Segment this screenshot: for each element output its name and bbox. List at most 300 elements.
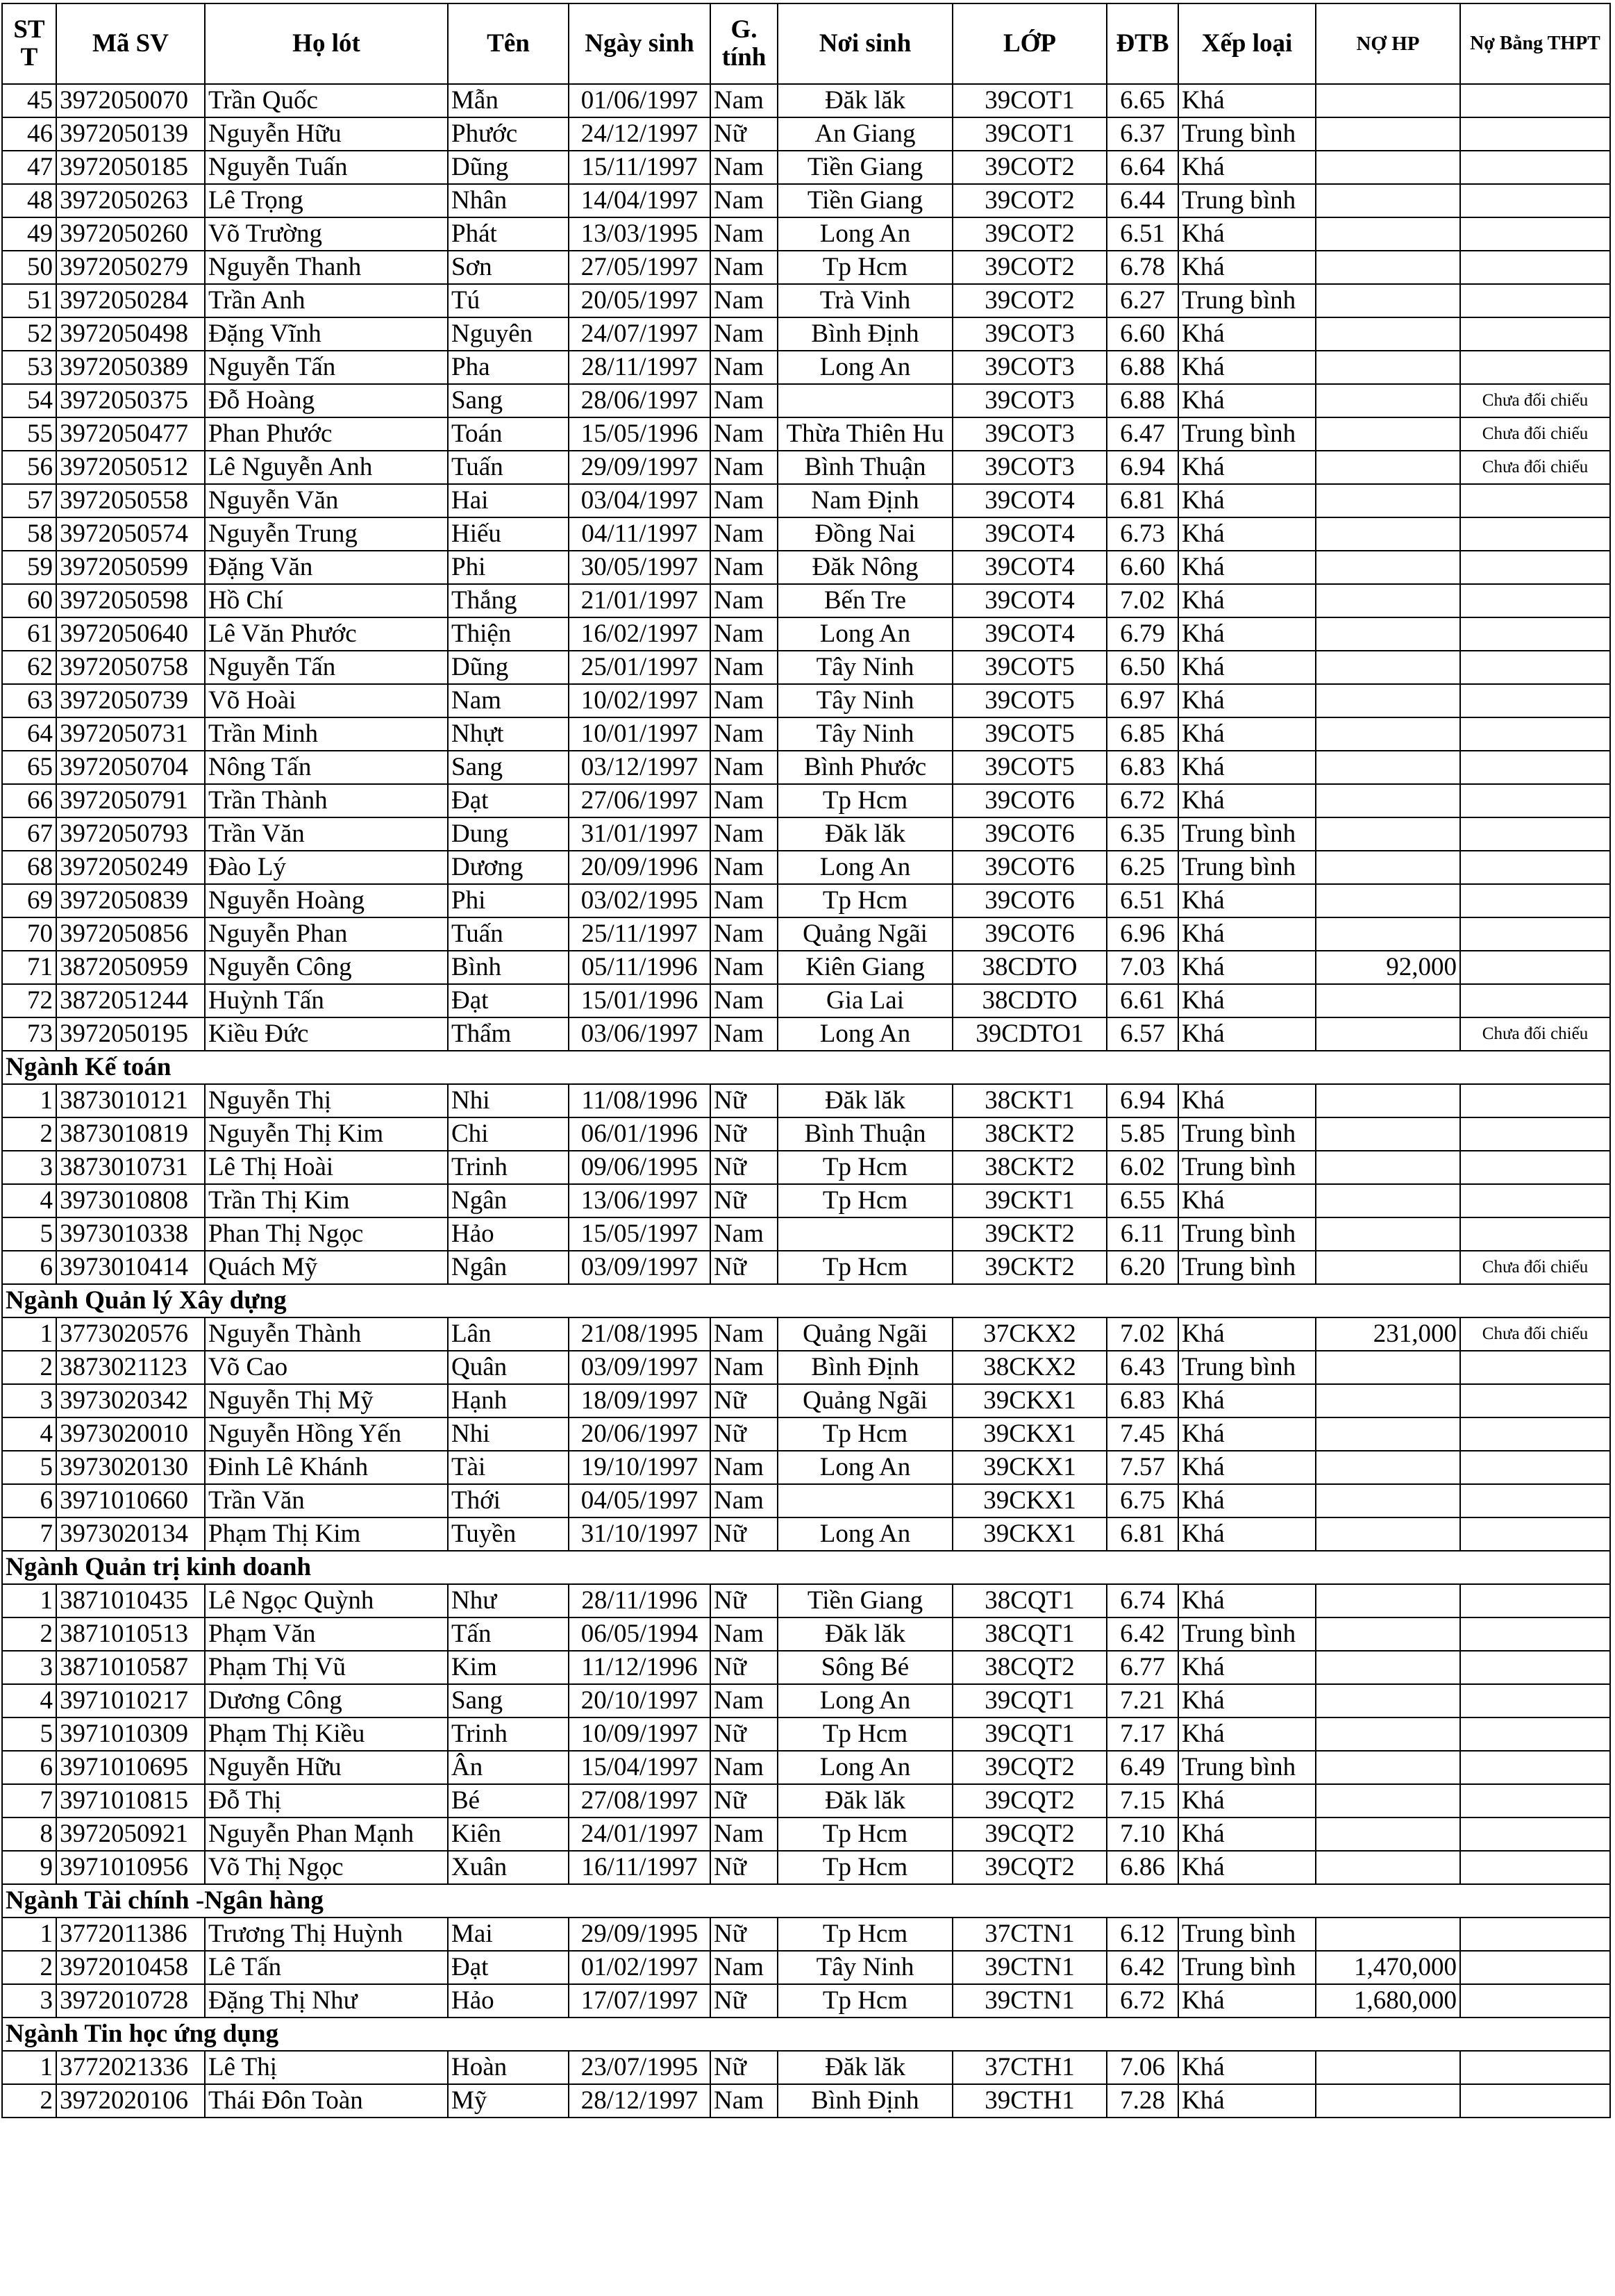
cell-ma-sv: 3772011386: [56, 1918, 205, 1951]
cell-noi-sinh: Quảng Ngãi: [778, 1384, 953, 1417]
cell-lop: 39COT6: [953, 817, 1107, 851]
cell-ten: Sang: [448, 751, 569, 784]
cell-ho-lot: Nguyễn Tấn: [205, 651, 448, 684]
cell-ma-sv: 3972050793: [56, 817, 205, 851]
cell-xep-loai: Khá: [1178, 1384, 1316, 1417]
cell-ma-sv: 3873010121: [56, 1084, 205, 1117]
cell-gioi-tinh: Nữ: [710, 1584, 778, 1617]
cell-dtb: 6.02: [1107, 1151, 1178, 1184]
cell-ngay-sinh: 15/05/1997: [569, 1217, 710, 1251]
cell-ho-lot: Trần Thành: [205, 784, 448, 817]
cell-ngay-sinh: 25/11/1997: [569, 917, 710, 951]
table-row: [2, 1651, 1610, 1684]
cell-ho-lot: Nguyễn Hoàng: [205, 884, 448, 917]
cell-dtb: 6.60: [1107, 551, 1178, 584]
cell-ma-sv: 3972050139: [56, 117, 205, 151]
cell-ma-sv: 3972050731: [56, 717, 205, 751]
section-row: [2, 2018, 1610, 2051]
cell-xep-loai: Khá: [1178, 1717, 1316, 1751]
cell-no-bang-thpt: [1460, 1918, 1610, 1951]
cell-no-hp: [1316, 384, 1460, 417]
cell-no-hp: [1316, 517, 1460, 551]
cell-gioi-tinh: Nữ: [710, 1918, 778, 1951]
cell-stt: 2: [2, 1351, 56, 1384]
cell-stt: 4: [2, 1417, 56, 1451]
header-row: [2, 3, 1610, 84]
cell-xep-loai: Khá: [1178, 351, 1316, 384]
cell-ma-sv: 3871010435: [56, 1584, 205, 1617]
table-row: [2, 1217, 1610, 1251]
cell-gioi-tinh: Nam: [710, 84, 778, 117]
header-stt: ST T: [2, 3, 56, 84]
cell-no-bang-thpt: [1460, 1784, 1610, 1817]
table-row: [2, 284, 1610, 317]
cell-xep-loai: Khá: [1178, 751, 1316, 784]
cell-no-hp: [1316, 317, 1460, 351]
cell-xep-loai: Khá: [1178, 651, 1316, 684]
cell-gioi-tinh: Nam: [710, 1751, 778, 1784]
cell-stt: 72: [2, 984, 56, 1017]
cell-xep-loai: Khá: [1178, 251, 1316, 284]
cell-no-bang-thpt: [1460, 251, 1610, 284]
cell-no-bang-thpt: [1460, 1984, 1610, 2018]
cell-no-bang-thpt: [1460, 284, 1610, 317]
cell-dtb: 6.65: [1107, 84, 1178, 117]
cell-ma-sv: 3872050959: [56, 951, 205, 984]
cell-dtb: 6.42: [1107, 1951, 1178, 1984]
cell-noi-sinh: Sông Bé: [778, 1651, 953, 1684]
cell-stt: 8: [2, 1817, 56, 1851]
cell-ma-sv: 3971010815: [56, 1784, 205, 1817]
cell-lop: 39COT3: [953, 317, 1107, 351]
cell-ho-lot: Võ Trường: [205, 217, 448, 251]
cell-lop: 39COT3: [953, 384, 1107, 417]
cell-ma-sv: 3972050498: [56, 317, 205, 351]
cell-noi-sinh: Tây Ninh: [778, 684, 953, 717]
cell-gioi-tinh: Nữ: [710, 1184, 778, 1217]
table-row: [2, 184, 1610, 217]
cell-stt: 2: [2, 2084, 56, 2118]
table-row: [2, 84, 1610, 117]
cell-xep-loai: Khá: [1178, 1851, 1316, 1884]
cell-dtb: 6.12: [1107, 1918, 1178, 1951]
cell-ten: Trinh: [448, 1151, 569, 1184]
cell-gioi-tinh: Nam: [710, 551, 778, 584]
table-row: [2, 1084, 1610, 1117]
cell-gioi-tinh: Nam: [710, 384, 778, 417]
cell-stt: 55: [2, 417, 56, 451]
cell-lop: 39COT2: [953, 251, 1107, 284]
table-row: [2, 1918, 1610, 1951]
cell-ho-lot: Phạm Thị Kiều: [205, 1717, 448, 1751]
cell-ho-lot: Trần Minh: [205, 717, 448, 751]
cell-lop: 39CKT2: [953, 1217, 1107, 1251]
cell-no-bang-thpt: Chưa đối chiếu: [1460, 384, 1610, 417]
cell-ngay-sinh: 06/05/1994: [569, 1617, 710, 1651]
cell-stt: 1: [2, 2051, 56, 2084]
table-row: [2, 1717, 1610, 1751]
cell-xep-loai: Khá: [1178, 584, 1316, 617]
cell-stt: 73: [2, 1017, 56, 1051]
cell-ngay-sinh: 03/04/1997: [569, 484, 710, 517]
cell-ngay-sinh: 17/07/1997: [569, 1984, 710, 2018]
cell-noi-sinh: An Giang: [778, 117, 953, 151]
cell-no-hp: [1316, 1717, 1460, 1751]
cell-noi-sinh: Tây Ninh: [778, 651, 953, 684]
cell-ho-lot: Đặng Văn: [205, 551, 448, 584]
cell-xep-loai: Trung bình: [1178, 1251, 1316, 1284]
cell-ngay-sinh: 15/11/1997: [569, 151, 710, 184]
cell-lop: 39COT5: [953, 684, 1107, 717]
cell-ngay-sinh: 11/12/1996: [569, 1651, 710, 1684]
cell-lop: 39CKX1: [953, 1484, 1107, 1517]
cell-gioi-tinh: Nữ: [710, 1417, 778, 1451]
cell-no-bang-thpt: [1460, 1084, 1610, 1117]
cell-gioi-tinh: Nam: [710, 751, 778, 784]
cell-ten: Trinh: [448, 1717, 569, 1751]
cell-no-hp: [1316, 717, 1460, 751]
cell-no-bang-thpt: [1460, 1117, 1610, 1151]
cell-stt: 50: [2, 251, 56, 284]
cell-dtb: 7.10: [1107, 1817, 1178, 1851]
cell-lop: 38CKT2: [953, 1117, 1107, 1151]
cell-lop: 37CKX2: [953, 1317, 1107, 1351]
cell-xep-loai: Khá: [1178, 1584, 1316, 1617]
cell-ngay-sinh: 24/07/1997: [569, 317, 710, 351]
cell-stt: 58: [2, 517, 56, 551]
cell-stt: 56: [2, 451, 56, 484]
cell-ten: Dũng: [448, 151, 569, 184]
table-row: [2, 1151, 1610, 1184]
cell-lop: 39CKX1: [953, 1451, 1107, 1484]
cell-ngay-sinh: 28/12/1997: [569, 2084, 710, 2118]
cell-noi-sinh: Bình Định: [778, 317, 953, 351]
cell-no-bang-thpt: [1460, 951, 1610, 984]
table-row: [2, 1517, 1610, 1551]
table-row: [2, 251, 1610, 284]
cell-dtb: 6.74: [1107, 1584, 1178, 1617]
cell-dtb: 6.78: [1107, 251, 1178, 284]
cell-no-hp: [1316, 1684, 1460, 1717]
cell-gioi-tinh: Nữ: [710, 1651, 778, 1684]
cell-stt: 3: [2, 1384, 56, 1417]
cell-no-bang-thpt: [1460, 1851, 1610, 1884]
cell-no-hp: [1316, 1184, 1460, 1217]
cell-ngay-sinh: 05/11/1996: [569, 951, 710, 984]
cell-no-hp: [1316, 917, 1460, 951]
cell-gioi-tinh: Nam: [710, 1217, 778, 1251]
cell-no-hp: [1316, 1417, 1460, 1451]
cell-ho-lot: Trần Văn: [205, 817, 448, 851]
cell-ten: Dương: [448, 851, 569, 884]
cell-ten: Nhi: [448, 1417, 569, 1451]
table-row: [2, 1384, 1610, 1417]
cell-ten: Hiếu: [448, 517, 569, 551]
cell-xep-loai: Trung bình: [1178, 184, 1316, 217]
cell-noi-sinh: Tp Hcm: [778, 1417, 953, 1451]
cell-ma-sv: 3972050704: [56, 751, 205, 784]
cell-xep-loai: Khá: [1178, 1651, 1316, 1684]
cell-stt: 69: [2, 884, 56, 917]
cell-no-bang-thpt: [1460, 1751, 1610, 1784]
cell-ten: Nguyên: [448, 317, 569, 351]
table-row: [2, 751, 1610, 784]
cell-lop: 39COT2: [953, 184, 1107, 217]
cell-ma-sv: 3972050279: [56, 251, 205, 284]
cell-noi-sinh: Bình Định: [778, 1351, 953, 1384]
cell-dtb: 6.25: [1107, 851, 1178, 884]
cell-ma-sv: 3972050284: [56, 284, 205, 317]
table-row: [2, 1251, 1610, 1284]
cell-ngay-sinh: 10/09/1997: [569, 1717, 710, 1751]
cell-noi-sinh: Tp Hcm: [778, 1151, 953, 1184]
cell-noi-sinh: [778, 1484, 953, 1517]
table-row: [2, 1417, 1610, 1451]
cell-stt: 7: [2, 1784, 56, 1817]
header-ma-sv: Mã SV: [56, 3, 205, 84]
cell-no-bang-thpt: [1460, 1817, 1610, 1851]
cell-noi-sinh: Long An: [778, 1017, 953, 1051]
cell-noi-sinh: Tp Hcm: [778, 1851, 953, 1884]
cell-no-bang-thpt: [1460, 751, 1610, 784]
cell-ho-lot: Nguyễn Trung: [205, 517, 448, 551]
cell-ho-lot: Võ Thị Ngọc: [205, 1851, 448, 1884]
table-row: [2, 717, 1610, 751]
cell-no-bang-thpt: Chưa đối chiếu: [1460, 451, 1610, 484]
cell-lop: 37CTN1: [953, 1918, 1107, 1951]
cell-noi-sinh: Đăk lăk: [778, 2051, 953, 2084]
cell-xep-loai: Khá: [1178, 1817, 1316, 1851]
cell-stt: 1: [2, 1317, 56, 1351]
table-row: [2, 1984, 1610, 2018]
cell-no-bang-thpt: [1460, 651, 1610, 684]
cell-ten: Xuân: [448, 1851, 569, 1884]
cell-ngay-sinh: 10/01/1997: [569, 717, 710, 751]
cell-noi-sinh: Đăk lăk: [778, 1617, 953, 1651]
cell-lop: 39COT1: [953, 117, 1107, 151]
cell-gioi-tinh: Nam: [710, 184, 778, 217]
cell-xep-loai: Trung bình: [1178, 1117, 1316, 1151]
table-row: [2, 1484, 1610, 1517]
cell-ten: Ngân: [448, 1251, 569, 1284]
cell-dtb: 6.55: [1107, 1184, 1178, 1217]
cell-ngay-sinh: 15/01/1996: [569, 984, 710, 1017]
cell-dtb: 6.81: [1107, 484, 1178, 517]
cell-ten: Pha: [448, 351, 569, 384]
cell-no-bang-thpt: [1460, 184, 1610, 217]
cell-lop: 39CDTO1: [953, 1017, 1107, 1051]
cell-lop: 39COT4: [953, 617, 1107, 651]
cell-no-hp: [1316, 284, 1460, 317]
cell-no-bang-thpt: [1460, 1684, 1610, 1717]
cell-ten: Tuấn: [448, 917, 569, 951]
cell-stt: 68: [2, 851, 56, 884]
cell-no-bang-thpt: Chưa đối chiếu: [1460, 1017, 1610, 1051]
cell-ma-sv: 3972050839: [56, 884, 205, 917]
cell-ho-lot: Đinh Lê Khánh: [205, 1451, 448, 1484]
cell-xep-loai: Khá: [1178, 1017, 1316, 1051]
cell-gioi-tinh: Nam: [710, 1451, 778, 1484]
cell-ten: Mẫn: [448, 84, 569, 117]
cell-gioi-tinh: Nam: [710, 417, 778, 451]
cell-stt: 60: [2, 584, 56, 617]
cell-noi-sinh: Long An: [778, 1517, 953, 1551]
cell-ma-sv: 3973010338: [56, 1217, 205, 1251]
cell-no-bang-thpt: [1460, 617, 1610, 651]
cell-ho-lot: Lê Trọng: [205, 184, 448, 217]
table-row: [2, 151, 1610, 184]
table-body: [2, 84, 1610, 2118]
cell-lop: 38CQT1: [953, 1617, 1107, 1651]
section-title: Ngành Tin học ứng dụng: [2, 2018, 1610, 2051]
cell-noi-sinh: Thừa Thiên Hu: [778, 417, 953, 451]
cell-ma-sv: 3772021336: [56, 2051, 205, 2084]
cell-no-bang-thpt: [1460, 884, 1610, 917]
cell-ten: Ân: [448, 1751, 569, 1784]
cell-stt: 2: [2, 1617, 56, 1651]
cell-gioi-tinh: Nam: [710, 484, 778, 517]
cell-ma-sv: 3872051244: [56, 984, 205, 1017]
cell-ho-lot: Võ Cao: [205, 1351, 448, 1384]
cell-ten: Như: [448, 1584, 569, 1617]
cell-ho-lot: Hồ Chí: [205, 584, 448, 617]
cell-ma-sv: 3972050640: [56, 617, 205, 651]
table-row: [2, 1851, 1610, 1884]
table-row: [2, 951, 1610, 984]
cell-noi-sinh: Tp Hcm: [778, 884, 953, 917]
cell-ho-lot: Đào Lý: [205, 851, 448, 884]
cell-noi-sinh: Tp Hcm: [778, 251, 953, 284]
cell-ngay-sinh: 09/06/1995: [569, 1151, 710, 1184]
cell-noi-sinh: Bến Tre: [778, 584, 953, 617]
cell-noi-sinh: Trà Vinh: [778, 284, 953, 317]
cell-noi-sinh: Long An: [778, 351, 953, 384]
header-ngay-sinh: Ngày sinh: [569, 3, 710, 84]
cell-noi-sinh: Tây Ninh: [778, 1951, 953, 1984]
cell-lop: 39COT4: [953, 584, 1107, 617]
cell-stt: 1: [2, 1918, 56, 1951]
cell-ho-lot: Trần Văn: [205, 1484, 448, 1517]
cell-xep-loai: Khá: [1178, 2051, 1316, 2084]
cell-no-hp: [1316, 1217, 1460, 1251]
table-row: [2, 551, 1610, 584]
cell-no-bang-thpt: [1460, 84, 1610, 117]
cell-no-hp: [1316, 1517, 1460, 1551]
cell-ho-lot: Nguyễn Tấn: [205, 351, 448, 384]
table-row: [2, 1817, 1610, 1851]
cell-stt: 46: [2, 117, 56, 151]
cell-lop: 39COT1: [953, 84, 1107, 117]
cell-no-hp: [1316, 984, 1460, 1017]
cell-noi-sinh: Long An: [778, 217, 953, 251]
cell-ten: Thiện: [448, 617, 569, 651]
cell-no-bang-thpt: [1460, 817, 1610, 851]
cell-no-hp: [1316, 1617, 1460, 1651]
cell-dtb: 6.72: [1107, 1984, 1178, 2018]
cell-xep-loai: Khá: [1178, 1984, 1316, 2018]
cell-dtb: 6.83: [1107, 751, 1178, 784]
cell-no-bang-thpt: [1460, 317, 1610, 351]
cell-ngay-sinh: 14/04/1997: [569, 184, 710, 217]
cell-ho-lot: Lê Thị: [205, 2051, 448, 2084]
cell-dtb: 6.94: [1107, 1084, 1178, 1117]
cell-stt: 5: [2, 1217, 56, 1251]
header-no-hp: NỢ HP: [1316, 3, 1460, 84]
cell-ma-sv: 3972050070: [56, 84, 205, 117]
cell-stt: 3: [2, 1651, 56, 1684]
table-row: [2, 2084, 1610, 2118]
cell-dtb: 7.57: [1107, 1451, 1178, 1484]
cell-gioi-tinh: Nam: [710, 351, 778, 384]
cell-dtb: 6.27: [1107, 284, 1178, 317]
cell-stt: 5: [2, 1717, 56, 1751]
cell-no-bang-thpt: [1460, 2084, 1610, 2118]
cell-lop: 39CKX1: [953, 1384, 1107, 1417]
cell-lop: 39COT6: [953, 851, 1107, 884]
cell-no-hp: [1316, 1351, 1460, 1384]
cell-noi-sinh: Bình Thuận: [778, 451, 953, 484]
cell-ma-sv: 3973020134: [56, 1517, 205, 1551]
cell-lop: 39COT6: [953, 917, 1107, 951]
cell-noi-sinh: Bình Thuận: [778, 1117, 953, 1151]
cell-ngay-sinh: 06/01/1996: [569, 1117, 710, 1151]
section-title: Ngành Quản lý Xây dựng: [2, 1284, 1610, 1317]
cell-noi-sinh: Long An: [778, 1751, 953, 1784]
cell-no-hp: [1316, 817, 1460, 851]
cell-ho-lot: Lê Văn Phước: [205, 617, 448, 651]
table-row: [2, 517, 1610, 551]
cell-stt: 3: [2, 1984, 56, 2018]
cell-stt: 62: [2, 651, 56, 684]
cell-gioi-tinh: Nữ: [710, 1717, 778, 1751]
cell-ngay-sinh: 27/05/1997: [569, 251, 710, 284]
cell-lop: 38CDTO: [953, 951, 1107, 984]
cell-ma-sv: 3972050195: [56, 1017, 205, 1051]
table-row: [2, 1117, 1610, 1151]
cell-dtb: 6.85: [1107, 717, 1178, 751]
table-row: [2, 217, 1610, 251]
cell-ngay-sinh: 21/01/1997: [569, 584, 710, 617]
cell-no-hp: [1316, 351, 1460, 384]
cell-ho-lot: Lê Thị Hoài: [205, 1151, 448, 1184]
cell-lop: 39COT3: [953, 351, 1107, 384]
cell-ten: Bé: [448, 1784, 569, 1817]
cell-dtb: 6.42: [1107, 1617, 1178, 1651]
cell-no-bang-thpt: Chưa đối chiếu: [1460, 1317, 1610, 1351]
cell-noi-sinh: Đồng Nai: [778, 517, 953, 551]
table-row: [2, 117, 1610, 151]
cell-gioi-tinh: Nữ: [710, 1984, 778, 2018]
cell-dtb: 7.02: [1107, 1317, 1178, 1351]
cell-ten: Phi: [448, 551, 569, 584]
cell-ho-lot: Nguyễn Công: [205, 951, 448, 984]
cell-xep-loai: Khá: [1178, 684, 1316, 717]
cell-no-hp: [1316, 1451, 1460, 1484]
cell-ho-lot: Trương Thị Huỳnh: [205, 1918, 448, 1951]
cell-ho-lot: Lê Tấn: [205, 1951, 448, 1984]
table-row: [2, 1751, 1610, 1784]
cell-ngay-sinh: 20/05/1997: [569, 284, 710, 317]
cell-no-hp: [1316, 751, 1460, 784]
section-row: [2, 1051, 1610, 1084]
cell-no-hp: [1316, 217, 1460, 251]
cell-gioi-tinh: Nữ: [710, 1384, 778, 1417]
cell-ten: Hảo: [448, 1217, 569, 1251]
cell-dtb: 6.11: [1107, 1217, 1178, 1251]
cell-stt: 53: [2, 351, 56, 384]
cell-dtb: 7.03: [1107, 951, 1178, 984]
cell-lop: 39CQT1: [953, 1717, 1107, 1751]
